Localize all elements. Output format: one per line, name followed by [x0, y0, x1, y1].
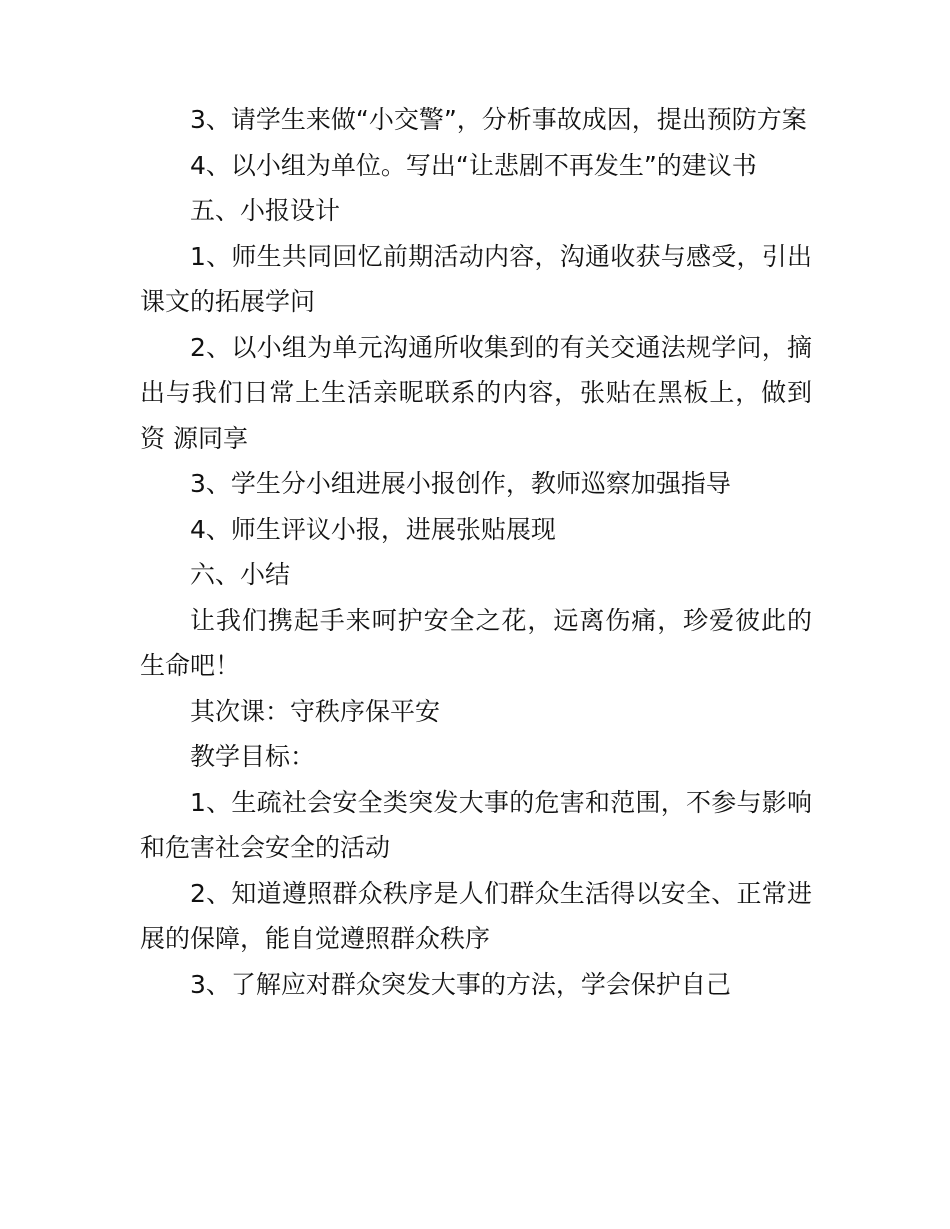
- paragraph-step-3-traffic-police: 3、请学生来做“小交警”，分析事故成因，提出预防方案: [190, 105, 807, 134]
- section-heading-objectives: 教学目标：: [190, 742, 316, 771]
- document-body: [140, 97, 812, 1007]
- paragraph-summary-text: 让我们携起手来呵护安全之花，远离伤痛，珍爱彼此的生命吧！: [140, 605, 812, 680]
- objective-item-1: 1、生疏社会安全类突发大事的危害和范围，不参与影响和危害社会安全的活动: [140, 787, 812, 862]
- paragraph-newspaper-step-3: 3、学生分小组进展小报创作，教师巡察加强指导: [190, 469, 731, 498]
- objective-item-3: 3、了解应对群众突发大事的方法，学会保护自己: [190, 969, 731, 999]
- section-heading-newspaper-design: 五、小报设计: [190, 196, 341, 225]
- paragraph-newspaper-step-2: 2、以小组为单元沟通所收集到的有关交通法规学问，摘出与我们日常上生活亲昵联系的内容，张贴在黑板上，做到资 源同享: [140, 332, 812, 453]
- paragraph-newspaper-step-4: 4、师生评议小报，进展张贴展现: [190, 514, 556, 544]
- paragraph-step-4-proposal: 4、以小组为单位。写出“让悲剧不再发生”的建议书: [190, 150, 757, 180]
- paragraph-newspaper-step-1: 1、师生共同回忆前期活动内容，沟通收获与感受，引出课文的拓展学问: [140, 241, 812, 316]
- section-heading-summary: 六、小结: [190, 560, 291, 589]
- lesson-title: 其次课：守秩序保平安: [190, 696, 441, 726]
- objective-item-2: 2、知道遵照群众秩序是人们群众生活得以安全、正常进展的保障，能自觉遵照群众秩序: [140, 878, 812, 953]
